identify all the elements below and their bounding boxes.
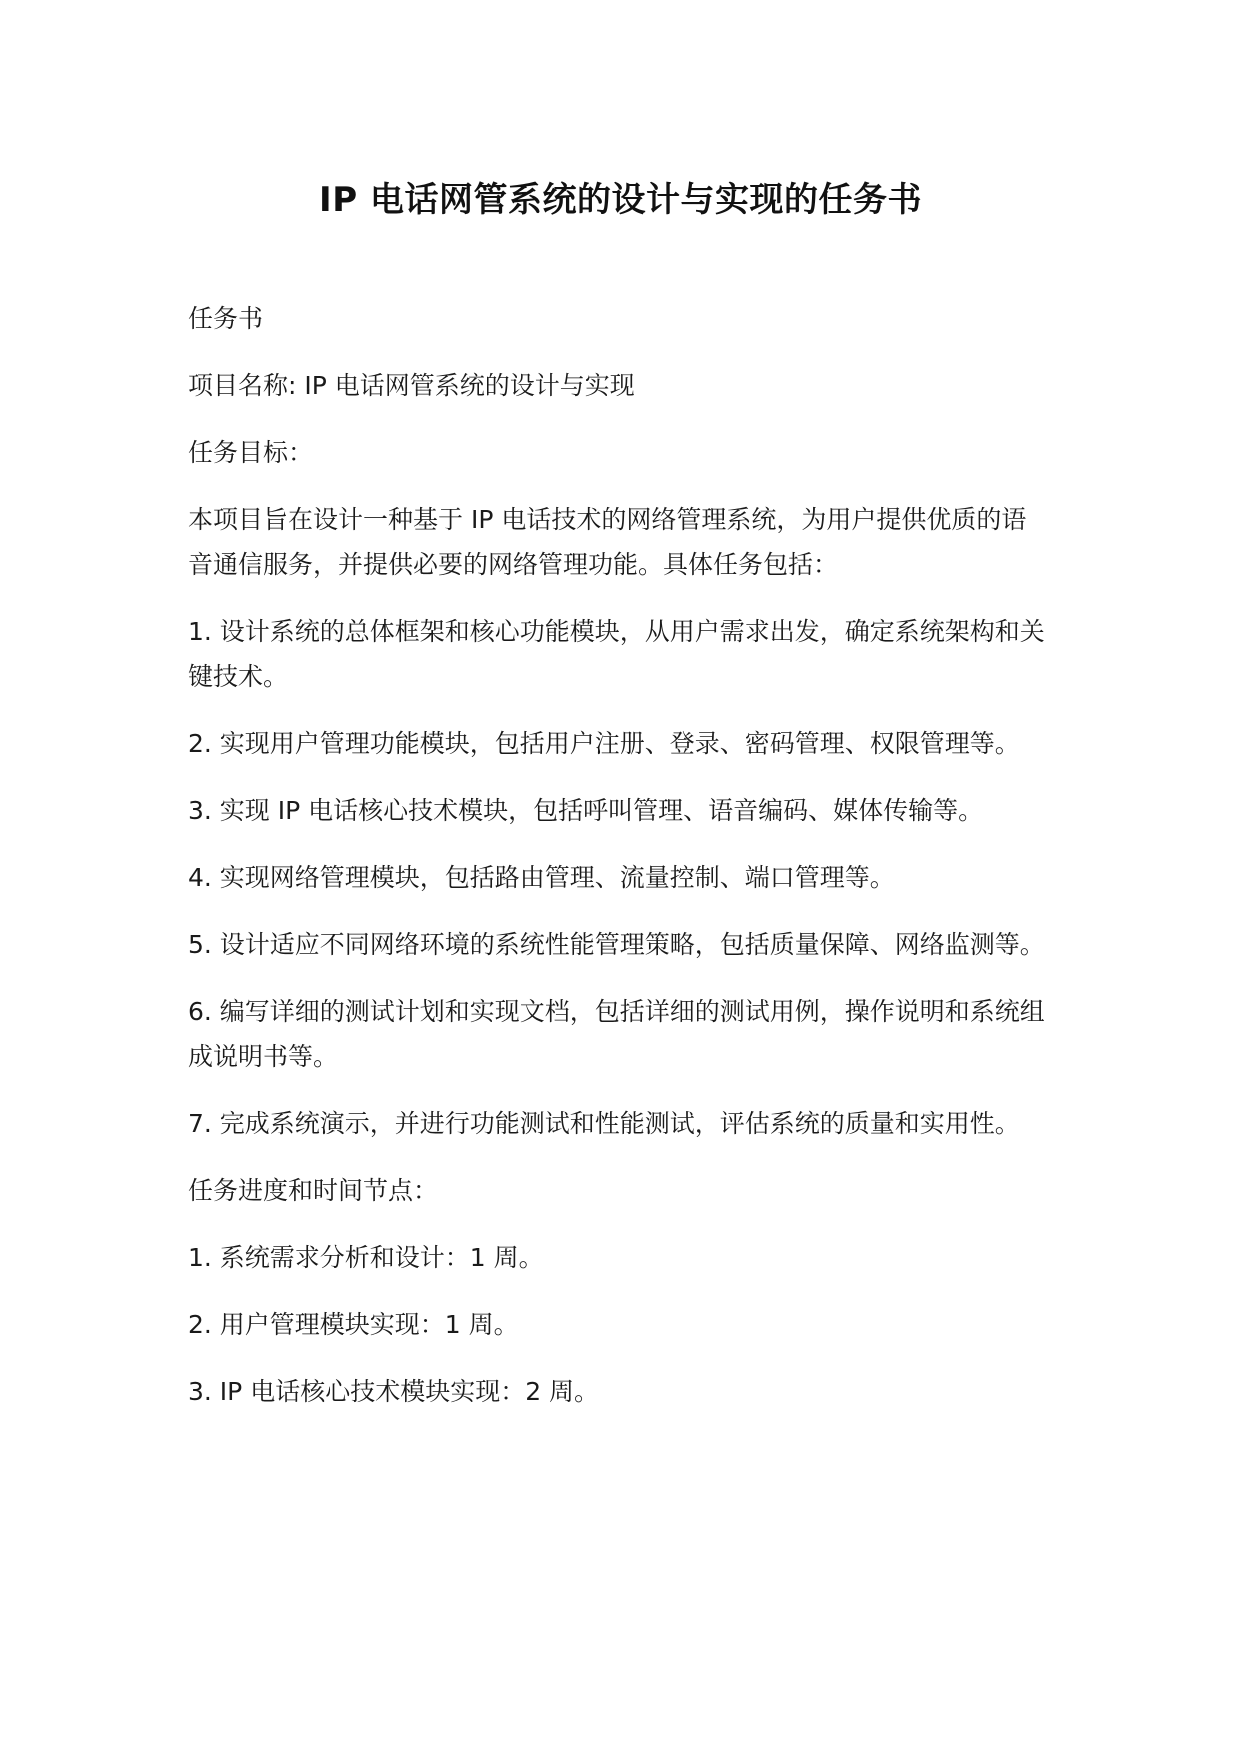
- task-item-6: 6. 编写详细的测试计划和实现文档，包括详细的测试用例，操作说明和系统组成说明书等。: [188, 997, 1045, 1071]
- task-item-1: 1. 设计系统的总体框架和核心功能模块，从用户需求出发，确定系统架构和关键技术。: [188, 617, 1045, 691]
- project-name: 项目名称: IP 电话网管系统的设计与实现: [188, 371, 635, 400]
- task-item-4: 4. 实现网络管理模块，包括路由管理、流量控制、端口管理等。: [188, 863, 895, 892]
- goal-label: 任务目标：: [188, 438, 314, 467]
- schedule-item-3: 3. IP 电话核心技术模块实现：2 周。: [188, 1377, 600, 1406]
- task-item-5: 5. 设计适应不同网络环境的系统性能管理策略，包括质量保障、网络监测等。: [188, 930, 1045, 959]
- schedule-label: 任务进度和时间节点：: [188, 1176, 439, 1205]
- task-item-3: 3. 实现 IP 电话核心技术模块，包括呼叫管理、语音编码、媒体传输等。: [188, 796, 984, 825]
- schedule-item-1: 1. 系统需求分析和设计：1 周。: [188, 1243, 544, 1272]
- intro-paragraph: 本项目旨在设计一种基于 IP 电话技术的网络管理系统，为用户提供优质的语音通信服务，并提供必要的网络管理功能。具体任务包括：: [188, 505, 1027, 579]
- document-body: [188, 296, 1048, 1436]
- task-item-2: 2. 实现用户管理功能模块，包括用户注册、登录、密码管理、权限管理等。: [188, 729, 1020, 758]
- document-title: IP 电话网管系统的设计与实现的任务书: [319, 180, 922, 220]
- task-item-7: 7. 完成系统演示，并进行功能测试和性能测试，评估系统的质量和实用性。: [188, 1109, 1020, 1138]
- schedule-item-2: 2. 用户管理模块实现：1 周。: [188, 1310, 519, 1339]
- section-heading: 任务书: [188, 304, 264, 333]
